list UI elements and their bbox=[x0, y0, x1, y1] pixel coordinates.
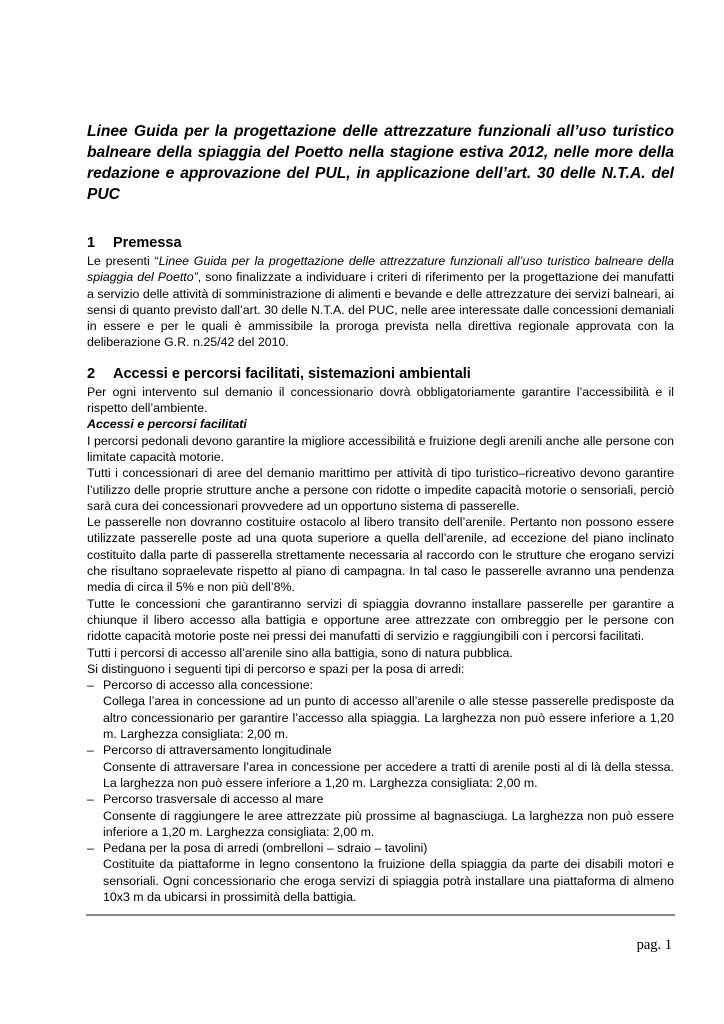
section-number: 2 bbox=[87, 365, 96, 382]
list-item-text: Consente di raggiungere le aree attrezzate più prossime al bagnasciuga. La larghezza non può essere inferiore a 1,20 m. Larghezza consigliata: 2,00 m. bbox=[103, 808, 674, 839]
list-dash: – bbox=[87, 841, 94, 856]
list-item-text: Consente di attraversare l’area in concessione per accedere a tratti di arenile posti al di là della stessa. La larghezza non può essere inferiore a 1,20 m. Larghezza consigliata: 2,00 m. bbox=[103, 759, 674, 790]
list-item bbox=[87, 677, 674, 742]
list-dash: – bbox=[87, 743, 94, 758]
section-heading-accessi bbox=[87, 365, 674, 384]
page-number: pag. 1 bbox=[636, 937, 672, 953]
section-number: 1 bbox=[87, 235, 96, 251]
list-item-title: Pedana per la posa di arredi (ombrelloni – sdraio – tavolini) bbox=[103, 841, 428, 856]
list-dash: – bbox=[87, 792, 94, 807]
premessa-paragraph bbox=[87, 253, 674, 351]
section-heading-premessa bbox=[87, 234, 674, 253]
list-item-text: Collega l’area in concessione ad un punto di accesso all’arenile o alle stesse passerelle predisposte da altro concessionario per garantire l’accesso alla spiaggia. La larghezza non può essere inferiore a 1,20 m. Larghezza consigliata: 2,00 m. bbox=[103, 694, 674, 742]
paragraph: Tutti i concessionari di aree del demanio marittimo per attività di tipo turistico–ricreativo devono garantire l’utilizzo delle proprie strutture anche a persone con ridotte o impedite capacità motorie o sensoriali, perciò sarà cura dei concessionari provvedere ad un opportuno sistema di passerelle. bbox=[87, 466, 674, 513]
document-page bbox=[87, 121, 674, 905]
list-item-title: Percorso trasversale di accesso al mare bbox=[103, 792, 324, 807]
paragraph: Si distinguono i seguenti tipi di percorso e spazi per la posa di arredi: bbox=[87, 661, 465, 676]
list-item-title: Percorso di accesso alla concessione: bbox=[103, 678, 314, 693]
paragraph: I percorsi pedonali devono garantire la migliore accessibilità e fruizione degli arenili anche alle persone con limitate capacità motorie. bbox=[87, 433, 674, 464]
path-types-list bbox=[87, 677, 674, 905]
subheading-percorsi-facilitati: Accessi e percorsi facilitati bbox=[87, 417, 247, 432]
premessa-text-start: Le presenti “ bbox=[87, 254, 159, 268]
paragraph: Tutti i percorsi di accesso all’arenile sino alla battigia, sono di natura pubblica. bbox=[87, 645, 513, 660]
premessa-text-end: , sono finalizzate a individuare i criteri di riferimento per la progettazione dei manufatti a servizio delle attività di somministrazione di alimenti e bevande e delle attrezzature dei servizi balneari, ai sensi di quanto previsto dall’art. 30 delle N.T.A. del PUC, nelle aree interessate dalle concessioni demaniali in essere e per le quali è ammissibile la proroga prevista nella direttiva regionale approvata con la deliberazione G.R. n.25/42 del 2010. bbox=[87, 270, 674, 350]
list-item bbox=[87, 791, 674, 840]
paragraph: Le passerelle non dovranno costituire ostacolo al libero transito dell’arenile. Pertanto non possono essere utilizzate passerelle poste ad una quota superiore a quella dell’arenile, ad eccezione del piano inclinato costituito dalla parte di passerella strettamente necessaria al raccordo con le strutture che erogano servizi che risultano sopraelevate rispetto al piano di campagna. In tal caso le passerelle avranno una pendenza media di circa il 5% e non più dell’8%. bbox=[87, 515, 674, 595]
list-dash: – bbox=[87, 678, 94, 693]
footer-divider bbox=[86, 914, 675, 916]
list-item-title: Percorso di attraversamento longitudinale bbox=[103, 743, 332, 758]
section-title: Accessi e percorsi facilitati, sistemazioni ambientali bbox=[113, 365, 471, 382]
document-title: Linee Guida per la progettazione delle attrezzature funzionali all’uso turistico balneare della spiaggia del Poetto nella stagione estiva 2012, nelle more della redazione e approvazione del PUL, in applicazione dell’art. 30 delle N.T.A. del PUC bbox=[87, 123, 674, 203]
section-title: Premessa bbox=[113, 235, 182, 251]
list-item bbox=[87, 840, 674, 905]
list-item-text: Costituite da piattaforme in legno consentono la fruizione della spiaggia da parte dei disabili motori e sensoriali. Ogni concessionario che eroga servizi di spiaggia potrà installare una piattaforma di almeno 10x3 m da ubicarsi in prossimità della battigia. bbox=[103, 857, 674, 904]
premessa-italic-title: Linee Guida per la progettazione delle attrezzature funzionali all’uso turistico balneare della spiaggia del Poetto” bbox=[87, 254, 674, 285]
list-item bbox=[87, 742, 674, 791]
accessi-intro-paragraph: Per ogni intervento sul demanio il concessionario dovrà obbligatoriamente garantire l’accessibilità e il rispetto dell’ambiente. bbox=[87, 384, 674, 416]
paragraph: Tutte le concessioni che garantiranno servizi di spiaggia dovranno installare passerelle per garantire a chiunque il libero accesso alla battigia e opportune aree attrezzate con ombreggio per le persone con ridotte capacità motorie poste nei pressi dei manufatti di servizio e raggiungibili con i percorsi facilitati. bbox=[87, 596, 674, 644]
